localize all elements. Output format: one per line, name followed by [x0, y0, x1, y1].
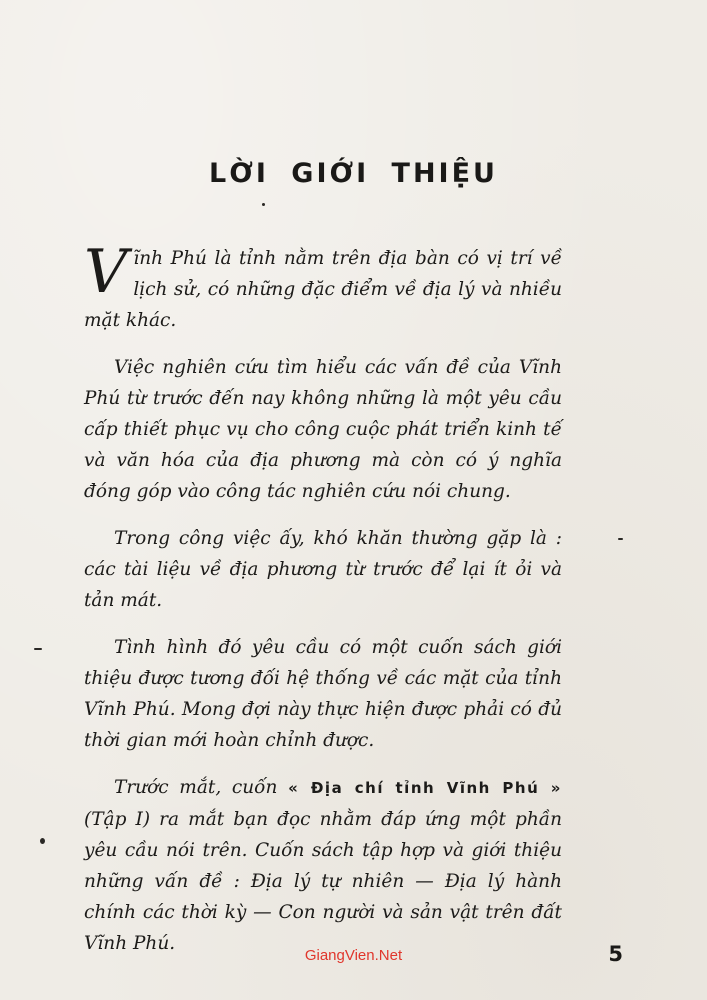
page-title: LỜI GIỚI THIỆU: [209, 158, 498, 189]
paragraph-2: Việc nghiên cứu tìm hiểu các vấn đề của Vĩnh Phú từ trước đến nay không những là một yêu cầu cấp thiết phục vụ cho công cuộc phát triển kinh tế và văn hóa của địa phương mà còn có ý nghĩa đóng góp vào công tác nghiên cứu nói chung.: [84, 357, 562, 502]
ink-speck: [40, 838, 45, 844]
ink-speck: [262, 203, 265, 206]
paragraph-1: [84, 237, 562, 336]
paragraph-4: Tình hình đó yêu cầu có một cuốn sách giới thiệu được tương đối hệ thống về các mặt của tỉnh Vĩnh Phú. Mong đợi này thực hiện được phải có đủ thời gian mới hoàn chỉnh được.: [84, 637, 562, 751]
paragraph-5: [84, 772, 562, 959]
page-number: 5: [608, 942, 623, 966]
ink-speck: [34, 648, 42, 650]
paragraph-3: Trong công việc ấy, khó khăn thường gặp là : các tài liệu về địa phương từ trước để lại ít ỏi và tản mát.: [84, 528, 562, 611]
paragraph-5-rest: (Tập I) ra mắt bạn đọc nhằm đáp ứng một phần yêu cầu nói trên. Cuốn sách tập hợp và giới thiệu những vấn đề : Địa lý tự nhiên — Địa lý hành chính các thời kỳ — Con người và sản vật trên đất Vĩnh Phú.: [84, 809, 562, 954]
watermark: GiangVien.Net: [304, 947, 403, 964]
drop-cap: V: [84, 237, 128, 307]
paragraph-1-text: ĩnh Phú là tỉnh nằm trên địa bàn có vị trí về lịch sử, có những đặc điểm về địa lý và nhiều mặt khác.: [84, 248, 562, 331]
book-title: « Địa chí tỉnh Vĩnh Phú »: [288, 779, 562, 797]
body-text: [84, 237, 562, 975]
ink-speck: [618, 538, 623, 540]
paragraph-5-intro: Trước mắt, cuốn: [114, 777, 289, 798]
